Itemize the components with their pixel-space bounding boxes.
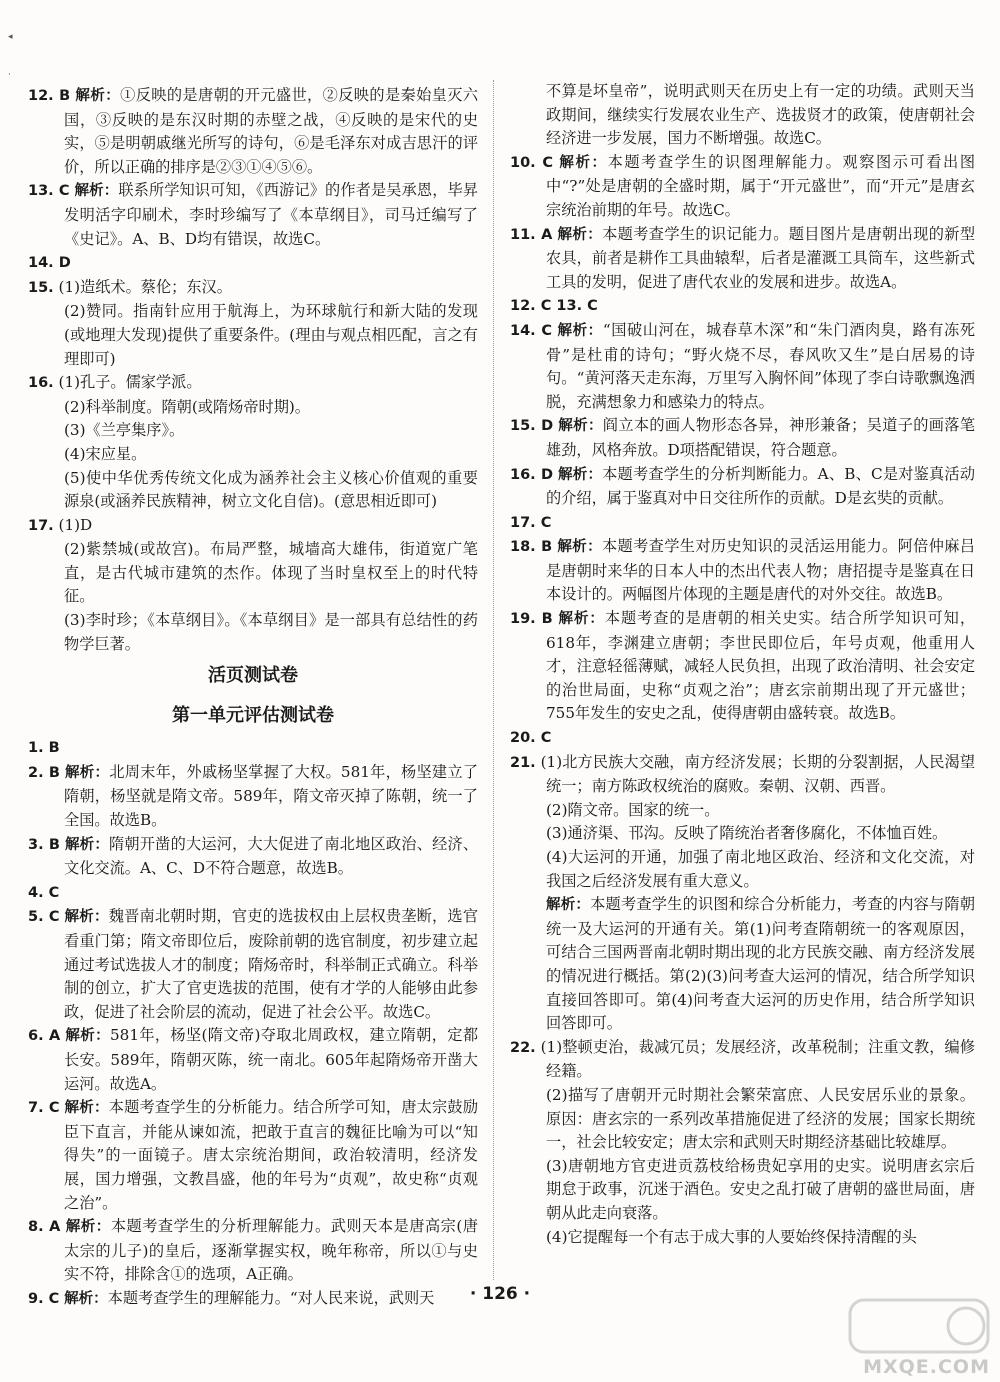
answer-text: (2)隋文帝。国家的统一。: [546, 800, 720, 819]
answer-text: (3)《兰亭集序》。: [64, 421, 185, 440]
answer-number: 3. B: [28, 836, 60, 853]
answer-item: [28, 833, 478, 881]
answer-text: “国破山河在，城春草木深”和“朱门酒肉臭，路有冻死骨”是杜甫的诗句；“野火烧不尽，春风吹又生”是白居易的诗句。“黄河落天走东海，万里写入胸怀间”体现了李白诗歌飘逸洒脱，充满想象力和感染力的特点。: [546, 320, 976, 411]
section-heading: 活页测试卷: [208, 665, 298, 687]
analysis-label: 解析：: [75, 88, 121, 104]
answer-text: (1)D: [58, 515, 93, 534]
answer-number: 2. B: [28, 764, 60, 781]
analysis-label: 解析：: [65, 764, 110, 781]
analysis-label: 解析：: [64, 1290, 108, 1307]
answer-number: 7. C: [28, 1100, 60, 1117]
answer-item: [510, 893, 975, 1036]
answer-text: 本题考查学生的理解能力。“对人民来说，武则天: [107, 1288, 435, 1307]
page-number: · 126 ·: [469, 1284, 531, 1304]
answer-text: 不算是坏皇帝”，说明武则天在历史上有一定的功绩。武则天当政期间，继续实行发展农业生产、选拔贤才的政策，使唐朝社会经济进一步发展，国力不断增强。故选C。: [546, 82, 975, 148]
analysis-label: 解析：: [64, 909, 109, 926]
answer-number: 12. C 13. C: [510, 298, 598, 315]
answer-text: 联系所学知识可知，《西游记》的作者是吴承恩，毕昇发明活字印刷术，李时珍编写了《本草纲目》，司马迁编写了《史记》。A、B、D均有错误，故选C。: [64, 181, 479, 248]
answer-number: 18. B: [510, 539, 553, 556]
analysis-label: 解析：: [557, 322, 603, 339]
answer-number: 19. B: [510, 611, 553, 628]
analysis-label: 解析：: [558, 611, 605, 628]
answer-item: [510, 751, 975, 799]
answer-text: 隋朝开凿的大运河，大大促进了南北地区政治、经济、文化交流。A、C、D不符合题意，故选B。: [64, 834, 479, 878]
answer-item: [510, 822, 975, 846]
answer-item: [510, 1084, 975, 1155]
answer-number: 16. D: [510, 466, 553, 483]
page-edge-mark: ◂: [8, 32, 13, 42]
answer-item: [510, 463, 975, 511]
answer-text: (1)北方民族大交融，南方经济发展；长期的分裂割据，人民渴望统一；南方陈政权统治的腐败。秦朝、汉朝、西晋。: [540, 752, 976, 796]
answer-number: 13. C: [28, 183, 70, 200]
answer-text: 581年，杨坚(隋文帝)夺取北周政权，建立隋朝，定都长安。589年，隋朝灭陈，统一南北。605年起隋炀帝开凿大运河。故选A。: [64, 1026, 479, 1093]
answer-item: [510, 726, 975, 751]
answer-item: [28, 1024, 478, 1096]
answer-item: [28, 443, 478, 467]
analysis-label: 解析：: [64, 1100, 109, 1117]
answer-number: 8. A: [28, 1219, 61, 1236]
section-heading: 第一单元评估测试卷: [172, 705, 334, 727]
analysis-label: 解析：: [65, 1219, 111, 1236]
answer-item: [28, 905, 478, 1024]
answer-text: (4)它提醒每一个有志于成大事的人要始终保持清醒的头: [546, 1227, 917, 1246]
answer-text: 本题考查学生的分析理解能力。武则天本是唐高宗(唐太宗的儿子)的皇后，逐渐掌握实权，晚年称帝，所以①与史实不符，排除含①的选项，A正确。: [64, 1217, 478, 1284]
answer-item: [510, 414, 975, 462]
answer-number: 11. A: [510, 226, 553, 243]
answer-item: [28, 736, 478, 761]
answer-item: [28, 396, 478, 420]
analysis-label: 解析：: [558, 418, 603, 435]
answer-number: 12. B: [28, 88, 71, 104]
answer-item: [28, 251, 478, 276]
answer-text: 本题考查学生的分析判断能力。A、B、C是对鉴真活动的介绍，属于鉴真对中日交往所作的贡献。D是玄奘的贡献。: [546, 464, 976, 508]
page-edge-mark: ·: [8, 70, 11, 80]
analysis-label: 解析：: [557, 226, 603, 243]
answer-item: [28, 1096, 478, 1215]
answer-number: 15.: [28, 279, 54, 296]
answer-item: [510, 1226, 975, 1250]
answer-text: (1)造纸术。蔡伦；东汉。: [58, 277, 232, 296]
answer-text: (3)唐朝地方官吏进贡荔枝给杨贵妃享用的史实。说明唐玄宗后期怠于政事，沉迷于酒色。安史之乱打破了唐朝的盛世局面，唐朝从此走向衰落。: [546, 1156, 975, 1222]
answer-item: [510, 535, 975, 607]
answer-item: [28, 514, 478, 539]
analysis-label: 解析：: [64, 836, 110, 853]
answer-text: (2)赞同。指南针应用于航海上，为环球航行和新大陆的发现(或地理大发现)提供了重要条件。(理由与观点相匹配，言之有理即可): [64, 302, 478, 368]
analysis-label: 解析：: [559, 154, 608, 171]
answer-item: [510, 80, 975, 151]
answer-text: ①反映的是唐朝的开元盛世，②反映的是秦始皇灭六国，③反映的是东汉时期的赤壁之战，④反映的是宋代的史实，⑤是明朝戚继光所写的诗句，⑥是毛泽东对成吉思汗的评价，所以正确的排序是②③①④⑤⑥。: [64, 86, 479, 176]
answer-item: [510, 799, 975, 823]
answer-item: [28, 371, 478, 396]
answer-text: (3)李时珍；《本草纲目》。《本草纲目》是一部具有总结性的药物学巨著。: [64, 611, 478, 653]
answer-item: [510, 607, 975, 726]
answer-item: [28, 84, 478, 179]
answer-number: 20. C: [510, 730, 552, 747]
answer-item: [28, 1215, 478, 1287]
answer-text: 本题考查学生对历史知识的灵活运用能力。阿倍仲麻吕是唐朝时来华的日本人中的杰出代表人物；唐招提寺是鉴真在日本设计的。两幅图片体现的主题是唐代的对外交往。故选B。: [546, 537, 976, 604]
answer-item: [510, 511, 975, 536]
answer-text: (2)紫禁城(或故宫)。布局严整，城墙高大雄伟，街道宽广笔直，是古代城市建筑的杰作。体现了当时皇权至上的时代特征。: [64, 540, 478, 606]
answer-number: 9. C: [28, 1290, 60, 1307]
answer-text: 魏晋南北朝时期，官吏的选拔权由上层权贵垄断，选官看重门第；隋文帝即位后，废除前朝的选官制度，初步建立起通过考试选拔人才的制度；隋炀帝时，科举制正式确立。科举制的创立，扩大了官吏选拔的范围，使有才学的人能够由此参政，促进了社会阶层的流动，促进了社会公平。故选C。: [64, 907, 479, 1021]
analysis-label: 解析：: [558, 466, 603, 483]
answer-item: [510, 846, 975, 893]
answer-text: 阎立本的画人物形态各异，神形兼备；吴道子的画落笔雄劲，风格奔放。D项搭配错误，符合题意。: [546, 416, 976, 459]
answer-item: [28, 761, 478, 833]
answer-item: [510, 1036, 975, 1084]
watermark-logo: [844, 1294, 994, 1380]
answer-text: 本题考查的是唐朝的相关史实。结合所学知识可知，618年，李渊建立唐朝；李世民即位后，年号贞观，他重用人才，注意轻徭薄赋，减轻人民负担，出现了政治清明、社会安定的治世局面，史称“贞观之治”；唐玄宗前期出现了开元盛世；755年发生的安史之乱，使得唐朝由盛转衰。故选B。: [546, 609, 976, 723]
answer-number: 17. C: [510, 514, 552, 531]
answer-item: [510, 151, 975, 223]
answer-text: (5)使中华优秀传统文化成为涵养社会主义核心价值观的重要源泉(或涵养民族精神，树立文化自信)。(意思相近即可): [64, 468, 478, 511]
answer-number: 16.: [28, 375, 54, 392]
answer-number: 14. C: [510, 322, 552, 339]
answer-text: 北周末年，外戚杨坚掌握了大权。581年，杨坚建立了隋朝，杨坚就是隋文帝。589年，隋文帝灭掉了陈朝，统一了全国。故选B。: [64, 762, 479, 830]
answer-item: [510, 1155, 975, 1226]
answer-item: [28, 300, 478, 371]
answer-number: 21.: [510, 754, 536, 771]
answer-text: (4)宋应星。: [64, 444, 147, 463]
answer-number: 4. C: [28, 884, 60, 901]
answer-number: 6. A: [28, 1028, 61, 1045]
answer-item: [510, 319, 975, 414]
answer-text: 本题考查学生的识图和综合分析能力，考查的内容与隋朝统一及大运河的开通有关。第(1)问考查隋朝统一的客观原因，可结合三国两晋南北朝时期出现的北方民族交融、南方经济发展的情况进行概括。第(2)(3)问考查大运河的情况，结合所学知识直接回答即可。第(4)问考查大运河的历史作用，结合所学知识回答即可。: [546, 895, 976, 1033]
answer-text: (4)大运河的开通，加强了南北地区政治、经济和文化交流，对我国之后经济发展有重大意义。: [546, 848, 975, 890]
answer-item: [510, 223, 975, 295]
answer-number: 15. D: [510, 418, 554, 435]
answer-text: (2)描写了唐朝开元时期社会繁荣富庶、人民安居乐业的景象。原因：唐玄宗的一系列改革措施促进了经济的发展；国家长期统一，社会比较安定；唐太宗和武则天时期经济基础比较雄厚。: [546, 1085, 975, 1152]
answer-number: 5. C: [28, 909, 60, 926]
answer-item: [28, 538, 478, 609]
left-column: [28, 84, 478, 1312]
answer-item: [510, 294, 975, 319]
answer-number: 10. C: [510, 154, 553, 171]
answer-item: [28, 881, 478, 906]
answer-number: 22.: [510, 1039, 536, 1056]
answer-item: [28, 467, 478, 514]
answer-stamp-icon: [844, 1294, 994, 1364]
analysis-label: 解析：: [65, 1028, 110, 1045]
analysis-label: 解析：: [74, 183, 119, 200]
answer-text: (2)科举制度。隋朝(或隋炀帝时期)。: [64, 397, 310, 416]
answer-text: (3)通济渠、邗沟。反映了隋统治者奢侈腐化，不体恤百姓。: [546, 824, 948, 843]
answer-item: [28, 179, 478, 251]
answer-text: (1)孔子。儒家学派。: [58, 373, 202, 392]
analysis-label: 解析：: [546, 897, 591, 914]
answer-text: 本题考查学生的识图理解能力。观察图示可看出图中“?”处是唐朝的全盛时期，属于“开元盛世”，而“开元”是唐玄宗统治前期的年号。故选C。: [546, 152, 976, 219]
answer-item: [28, 276, 478, 301]
answer-text: (1)整顿吏治，裁减冗员；发展经济，改革税制；注重文教，编修经籍。: [540, 1037, 976, 1081]
answer-item: [28, 419, 478, 443]
analysis-label: 解析：: [557, 539, 602, 556]
column-divider: [493, 80, 495, 1280]
answer-item: [28, 609, 478, 656]
answer-text: 本题考查学生的分析能力。结合所学可知，唐太宗鼓励臣下直言，并能从谏如流，把敢于直言的魏征比喻为可以“知得失”的一面镜子。唐太宗统治期间，政治较清明，经济发展，国力增强，文教昌盛，他的年号为“贞观”，故史称“贞观之治”。: [64, 1098, 479, 1212]
answer-number: 1. B: [28, 740, 60, 757]
answer-number: 17.: [28, 517, 54, 534]
answer-number: 14. D: [28, 255, 71, 272]
answer-text: 本题考查学生的识记能力。题目图片是唐朝出现的新型农具，前者是耕作工具曲辕犁，后者是灌溉工具筒车，这些新式工具的发明，促进了唐代农业的发展和进步。故选A。: [546, 224, 976, 291]
right-column: [510, 80, 975, 1249]
watermark-text: MXQE.COM: [863, 1356, 990, 1378]
